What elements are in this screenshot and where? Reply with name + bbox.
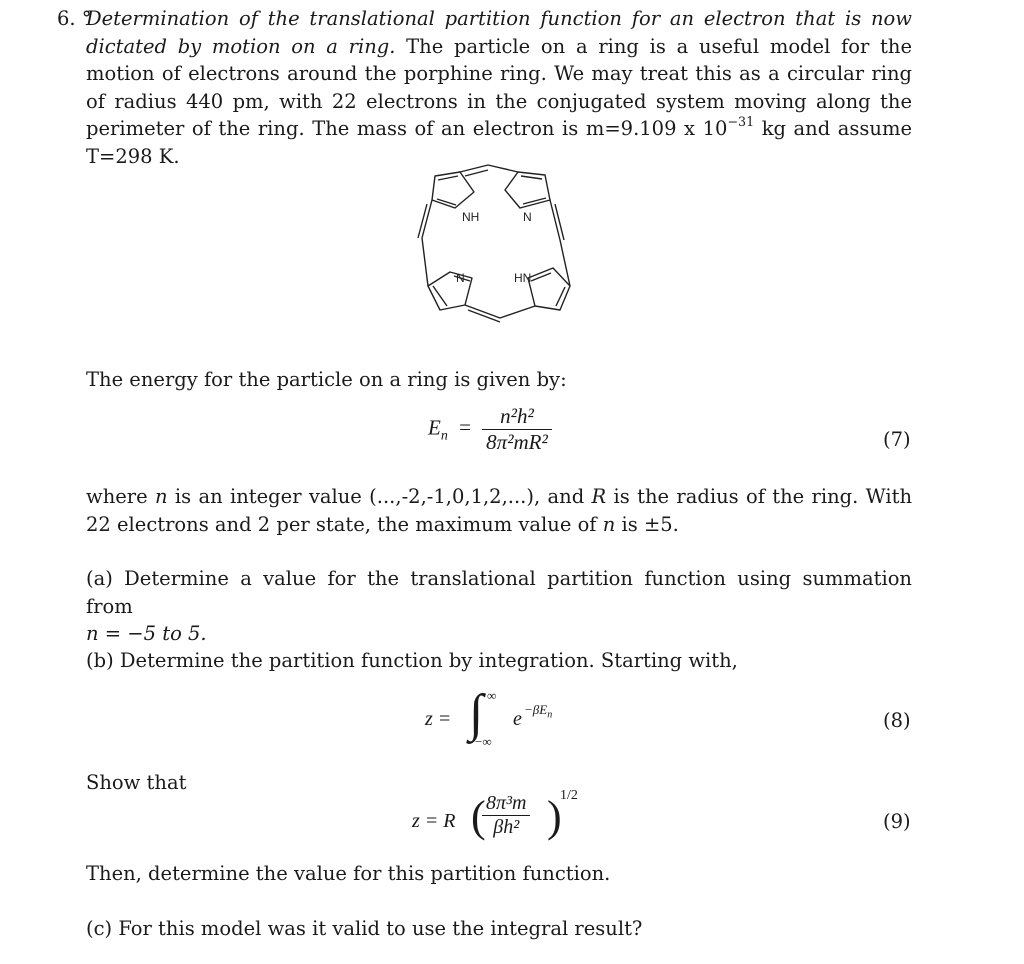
label-hn: HN [514,271,532,285]
eq9-denominator: βh² [493,816,520,838]
problem-intro-text: The particle on a ring is a useful model for the motion of electrons around the porphine ring. We may treat this as a circular ring of radius 440 pm, with 22 electrons in the conjugated system moving along the perimeter of the ring. The mass of an electron is m=9.109 x 10 [86,34,912,140]
part-a [86,565,912,648]
eq7-lhs-sub: n [440,428,448,444]
label-n-top: N [523,210,532,224]
problem-intro [86,5,912,170]
eq7-equals: = [459,415,471,440]
mass-exponent: −31 [727,113,755,129]
where-r: R [591,485,607,508]
part-a-text: (a) Determine a value for the translational partition function using summation from [86,567,912,618]
problem-number: 6. ° [57,7,92,30]
eq8-lower-limit: −∞ [475,734,492,749]
where-text-1: where [86,485,155,508]
eq8-number: (8) [883,709,911,732]
right-paren: ) [547,792,562,841]
where-text-3: is the radius of the ring. With 22 electrons and 2 per state, the maximum value of [86,485,913,536]
where-n2: n [602,512,616,536]
eq9-numerator: 8π³m [482,792,530,816]
eq7-number: (7) [883,428,911,451]
then-text: Then, determine the value for this partition function. [86,862,611,885]
eq9-number: (9) [883,810,911,833]
where-paragraph [86,483,912,538]
equation-9 [412,790,612,854]
part-a-range: n = −5 to 5. [86,622,207,645]
eq8-exponent-sub: n [547,709,553,721]
eq8-lhs: z = [425,708,452,730]
energy-intro: The energy for the particle on a ring is given by: [86,368,567,391]
eq7-numerator: n²h² [482,404,552,430]
integral-sign: ∫ [469,685,484,742]
where-n: n [155,485,168,508]
show-that: Show that [86,771,187,794]
eq8-upper-limit: ∞ [487,688,497,703]
eq7-lhs: E [428,415,441,440]
part-b-text: (b) Determine the partition function by integration. Starting with, [86,649,738,672]
equation-8 [425,685,625,758]
eq7-denominator: 8π²mR² [486,430,548,454]
meso-bridge-top [460,165,518,172]
where-text-4: is ±5. [615,512,679,536]
eq9-lhs: z = R [412,810,456,832]
eq9-power: 1/2 [560,788,578,803]
part-c-text: (c) For this model was it valid to use the integral result? [86,917,643,940]
meso-bridge-bottom [465,305,535,318]
problem-title: Determination of the translational partition function for an electron that is now dictated by motion on a ring. [86,7,912,58]
eq8-exponent: −βE [524,702,548,717]
eq8-integrand: e [513,708,522,730]
equation-7 [428,404,552,455]
label-nh: NH [462,210,480,224]
meso-bridge-left [422,200,432,286]
porphine-structure [410,160,600,330]
problem-intro-tail: kg and assume T=298 K. [86,117,912,168]
left-paren: ( [471,792,486,841]
where-text-2: is an integer value (...,-2,-1,0,1,2,...), and [167,485,592,508]
meso-bridge-right [550,200,570,286]
label-n-bottom: N [456,271,465,285]
pyrrole-bottom-left [428,272,472,310]
